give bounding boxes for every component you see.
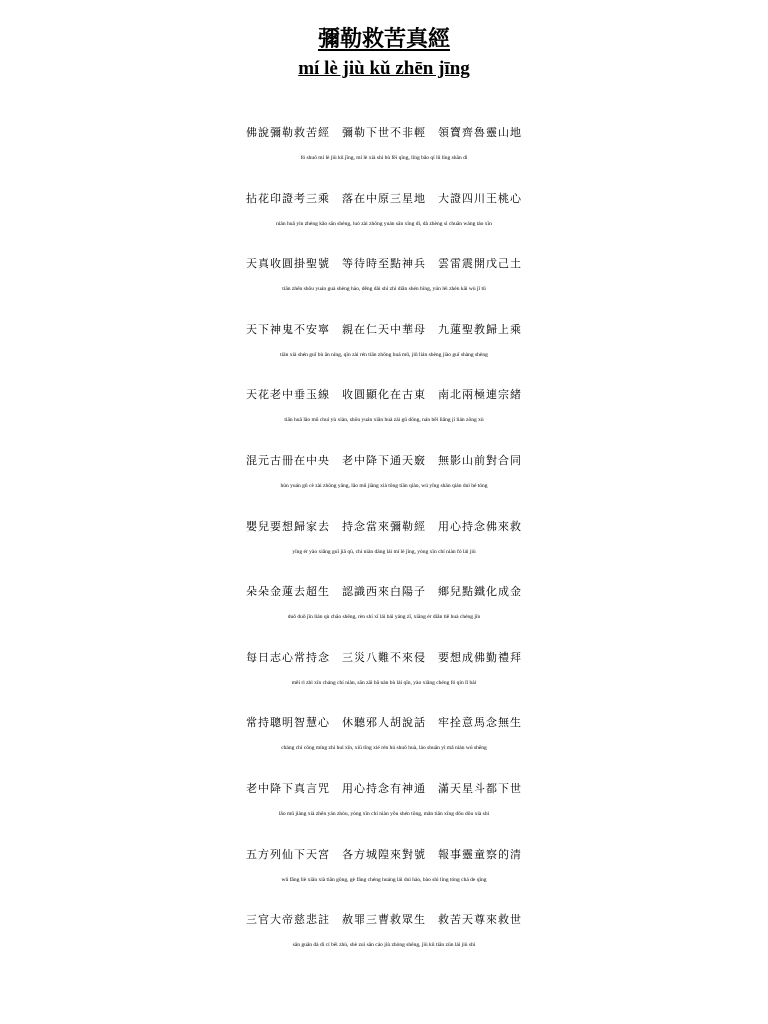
- document-subtitle-pinyin: mí lè jiù kǔ zhēn jīng: [298, 58, 470, 79]
- verse-chinese: 朵朵金蓮去超生 認識西來白陽子 鄉兒點鐵化成金: [246, 585, 522, 599]
- verse-pinyin: niān huā yìn zhèng kǎo sān shèng, luò zài zhōng yuán sān xīng dì, dà zhèng sì chuān wáng táo xīn: [276, 220, 492, 227]
- verse-pinyin: tiān xià shén guǐ bù ān níng, qīn zài rén tiān zhōng huá mǔ, jiǔ lián shèng jiào guī shàng shèng: [280, 351, 488, 358]
- verse-pinyin: tiān zhēn shōu yuán guà shèng hào, děng dài shí zhì diǎn shén bīng, yún léi zhèn kāi wù jǐ tǔ: [282, 286, 486, 293]
- verse-chinese: 天真收圓掛聖號 等待時至點神兵 雲雷震開戊己土: [246, 257, 522, 271]
- verse-pinyin: fó shuō mí lè jiù kǔ jīng, mí lè xià shì bù fēi qīng, lǐng bǎo qí lǔ líng shān dì: [300, 155, 468, 161]
- verse-5: [0, 380, 768, 446]
- verse-chinese: 每日志心常持念 三災八難不來侵 要想成佛勤禮拜: [246, 650, 522, 664]
- verse-chinese: 佛說彌勒救苦經 彌勒下世不非輕 領寶齊魯靈山地: [246, 126, 522, 139]
- verse-pinyin: wǔ fāng liè xiān xià tiān gōng, gè fāng chéng huáng lái duì hào, bào shì líng tóng chá de qīng: [281, 876, 487, 883]
- verse-chinese: 混元古冊在中央 老中降下通天竅 無影山前對合同: [246, 453, 522, 467]
- verse-chinese: 老中降下真言咒 用心持念有神通 滿天星斗都下世: [246, 781, 522, 795]
- verse-4: [0, 315, 768, 381]
- verse-pinyin: yīng ér yào xiǎng guī jiā qù, chí niàn dāng lái mí lè jīng, yòng xīn chí niàn fó lái jiù: [292, 548, 476, 555]
- verse-7: [0, 512, 768, 578]
- verse-1: [0, 118, 768, 184]
- verse-chinese: 天花老中垂玉線 收圓顯化在古東 南北兩極連宗緒: [246, 388, 522, 402]
- verse-chinese: 常持聰明智慧心 休聽邪人胡說話 牢拴意馬念無生: [246, 716, 522, 730]
- verse-pinyin: cháng chí cōng míng zhì huì xīn, xiū tīng xié rén hú shuō huà, láo shuān yì mǎ niàn wú shēng: [281, 745, 487, 752]
- verse-8: [0, 577, 768, 643]
- verse-pinyin: hùn yuán gǔ cè zài zhōng yāng, lǎo mǔ jiàng xià tōng tiān qiào, wú yǐng shān qián duì hé tóng: [280, 482, 488, 489]
- verse-13: [0, 905, 768, 971]
- verse-chinese: 嬰兒要想歸家去 持念當來彌勒經 用心持念佛來救: [246, 519, 522, 533]
- verse-9: [0, 643, 768, 709]
- verse-chinese: 天下神鬼不安寧 親在仁天中華母 九蓮聖教歸上乘: [246, 322, 522, 336]
- verse-12: [0, 840, 768, 906]
- verse-chinese: 拈花印證考三乘 落在中原三星地 大證四川王桃心: [246, 191, 522, 205]
- verse-pinyin: lǎo mǔ jiàng xià zhēn yán zhòu, yòng xīn chí niàn yǒu shén tōng, mǎn tiān xīng dǒu dōu xià shì: [278, 810, 490, 817]
- verse-11: [0, 774, 768, 840]
- verse-list: [0, 118, 768, 971]
- verse-pinyin: měi rì zhì xīn cháng chí niàn, sān zāi bā nàn bù lái qīn, yào xiǎng chéng fó qín lǐ bài: [291, 679, 477, 686]
- verse-chinese: 三官大帝慈悲註 赦罪三曹救眾生 救苦天尊來救世: [246, 913, 522, 927]
- verse-3: [0, 249, 768, 315]
- document-title: 彌勒救苦真經: [317, 27, 450, 52]
- verse-pinyin: sān guān dà dì cí bēi zhù, shè zuì sān cáo jiù zhòng shēng, jiù kǔ tiān zūn lái jiù shì: [292, 942, 476, 949]
- verse-chinese: 五方列仙下天宮 各方城隍來對號 報事靈童察的清: [246, 847, 522, 861]
- verse-pinyin: duǒ duǒ jīn lián qù chāo shēng, rèn shí xī lái bái yáng zǐ, xiāng ér diǎn tiě huà chéng jīn: [287, 614, 481, 621]
- verse-2: [0, 184, 768, 250]
- verse-pinyin: tiān huā lǎo mǔ chuí yù xiàn, shōu yuán xiǎn huà zài gǔ dōng, nán běi liǎng jí lián zōng xù: [284, 417, 484, 424]
- verse-10: [0, 708, 768, 774]
- verse-6: [0, 446, 768, 512]
